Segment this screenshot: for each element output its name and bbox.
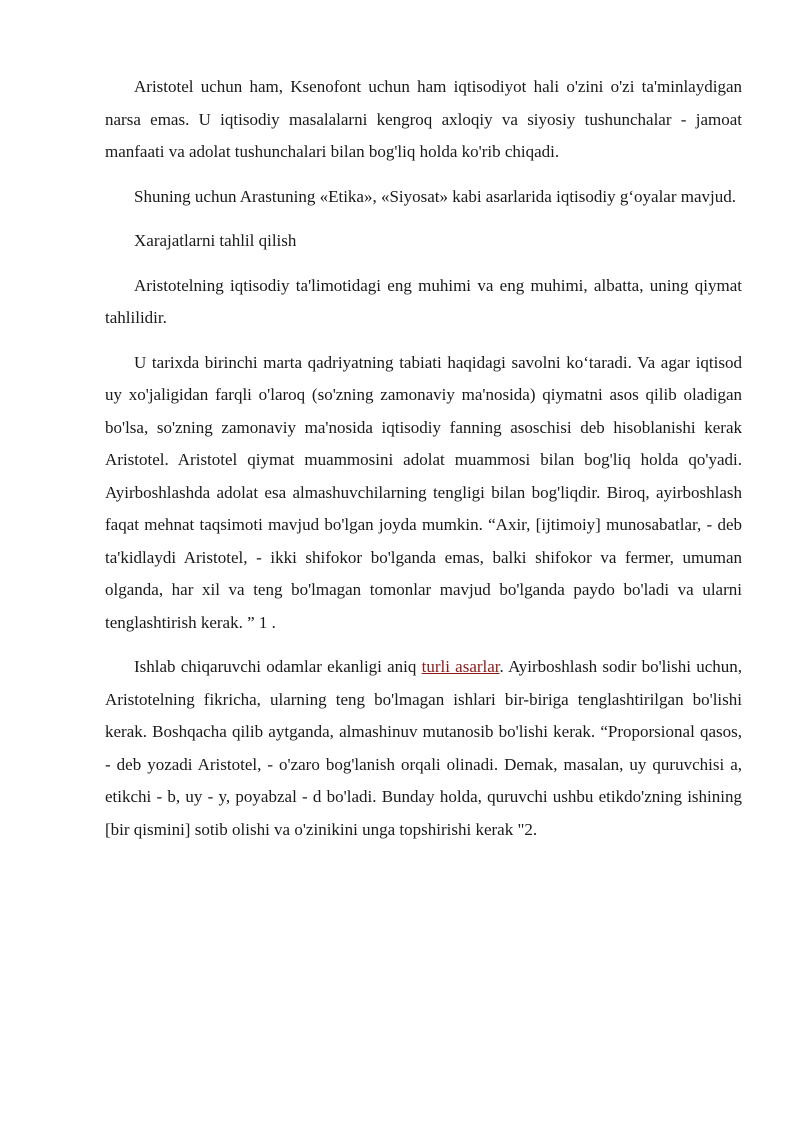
section-heading-cost-analysis: Xarajatlarni tahlil qilish [134,231,297,250]
document-page [105,71,742,858]
paragraph-aristotle-xenophon: Aristotel uchun ham, Ksenofont uchun ham iqtisodiyot hali o'zini o'zi ta'minlaydigan narsa emas. U iqtisodiy masalalarni kengroq axloqiy va siyosiy tushunchalar - jamoat manfaati va adolat tushunchalari bilan bog'liq holda ko'rib chiqadi. [105,77,742,161]
paragraph-exchange-proportion [105,651,742,846]
paragraph-nature-of-value: U tarixda birinchi marta qadriyatning tabiati haqidagi savolni koʻtaradi. Va agar iqtisod uy xo'jaligidan farqli o'laroq (so'zning zamonaviy ma'nosida) qiymatni asos qilib oladigan bo'lsa, so'zning zamonaviy ma'nosida iqtisodiy fanning asoschisi deb hisoblanishi kerak Aristotel. Aristotel qiymat muammosini adolat muammosi bilan bog'liq holda qo'yadi. Ayirboshlashda adolat esa almashuvchilarning tengligi bilan bog'liqdir. Biroq, ayirboshlash faqat mehnat taqsimoti mavjud bo'lgan joyda mumkin. “Axir, [ijtimoiy] munosabatlar, - deb ta'kidlaydi Aristotel, - ikki shifokor bo'lganda emas, balki shifokor va fermer, umuman olganda, har xil va teng bo'lmagan tomonlar mavjud bo'lganda paydo bo'ladi va ularni tenglashtirish kerak. ” 1 . [105,352,742,632]
turli-asarlar-link[interactable]: turli asarlar [421,657,500,676]
paragraph-text-before-link: Ishlab chiqaruvchi odamlar ekanligi aniq [134,657,422,676]
paragraph-ethics-politics: Shuning uchun Arastuning «Etika», «Siyosat» kabi asarlarida iqtisodiy gʻoyalar mavjud. [134,186,736,206]
paragraph-text-after-link: . Ayirboshlash sodir bo'lishi uchun, Aristotelning fikricha, ularning teng bo'lmagan ishlari bir-biriga tenglashtirilgan bo'lishi kerak. Boshqacha qilib aytganda, almashinuv mutanosib bo'lishi kerak. “Proporsional qasos, - deb yozadi Aristotel, - o'zaro bog'lanish orqali olinadi. Demak, masalan, uy quruvchisi a, etikchi - b, uy - y, poyabzal - d bo'ladi. Bunday holda, quruvchi ushbu etikdo'zning ishining [bir qismini] sotib olishi va o'zinikini unga topshirishi kerak "2. [105,657,742,839]
paragraph-value-analysis: Aristotelning iqtisodiy ta'limotidagi eng muhimi va eng muhimi, albatta, uning qiymat tahlilidir. [105,275,742,327]
